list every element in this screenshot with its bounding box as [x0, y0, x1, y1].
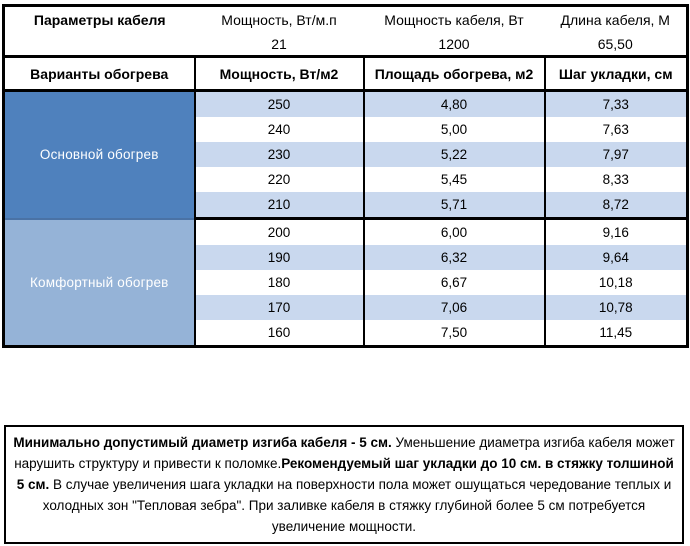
spacing-cell: 7,97: [545, 142, 688, 167]
cable-length-value: 65,50: [545, 33, 688, 57]
spacing-cell: 7,63: [545, 117, 688, 142]
note-bold-text: Рекомендуемый шаг укладки до 10 см. в стяжку толшиной 5 см.: [16, 456, 674, 492]
note-bold-text: Минимально допустимый диаметр изгиба кабеля - 5 см.: [13, 435, 392, 450]
heating-area-cell: 4,80: [364, 91, 545, 118]
data-rows: [4, 91, 688, 347]
heating-area-cell: 6,67: [364, 270, 545, 295]
heating-area-cell: 5,22: [364, 142, 545, 167]
power-density-cell: 250: [195, 91, 364, 118]
power-density-cell: 200: [195, 219, 364, 246]
power-per-meter-header: Мощность, Вт/м.п: [221, 12, 337, 28]
spacing-cell: 11,45: [545, 320, 688, 347]
power-density-cell: 220: [195, 167, 364, 192]
cable-power-header: Мощность кабеля, Вт: [384, 12, 524, 28]
power-density-header: Мощность, Вт/м2: [195, 57, 364, 91]
heating-area-cell: 5,45: [364, 167, 545, 192]
cable-power-value: 1200: [364, 33, 545, 57]
heating-area-header: Площадь обогрева, м2: [364, 57, 545, 91]
section-label: Комфортный обогрев: [4, 219, 195, 347]
power-density-cell: 210: [195, 192, 364, 219]
spacing-cell: 10,18: [545, 270, 688, 295]
heating-area-cell: 5,00: [364, 117, 545, 142]
spacing-cell: 9,64: [545, 245, 688, 270]
cable-length-header: Длина кабеля, М: [560, 12, 670, 28]
spacing-cell: 7,33: [545, 91, 688, 118]
installation-note: [4, 425, 684, 544]
power-density-cell: 170: [195, 295, 364, 320]
spacing-cell: 8,33: [545, 167, 688, 192]
spacing-cell: 10,78: [545, 295, 688, 320]
spacing-cell: 9,16: [545, 219, 688, 246]
power-density-cell: 230: [195, 142, 364, 167]
power-density-cell: 190: [195, 245, 364, 270]
heating-area-cell: 6,32: [364, 245, 545, 270]
power-density-cell: 240: [195, 117, 364, 142]
power-per-meter-value: 21: [195, 33, 364, 57]
params-title: Параметры кабеля: [33, 12, 166, 28]
spacing-header: Шаг укладки, см: [545, 57, 688, 91]
empty-cell: [4, 33, 195, 57]
note-text: В случае увеличения шага укладки на поверхности пола может ошущаться чередование теплых и холодных зон "Тепловая зебра". При заливке кабеля в стяжку глубиной более 5 см потребуется увеличение мощности.: [42, 477, 672, 534]
heating-area-cell: 7,06: [364, 295, 545, 320]
spacing-cell: 8,72: [545, 192, 688, 219]
heating-area-cell: 6,00: [364, 219, 545, 246]
variants-header-row: [4, 57, 688, 91]
power-density-cell: 180: [195, 270, 364, 295]
cable-params-value-row: [4, 33, 688, 57]
table-row: [4, 91, 688, 118]
heating-area-cell: 5,71: [364, 192, 545, 219]
power-density-cell: 160: [195, 320, 364, 347]
heating-area-cell: 7,50: [364, 320, 545, 347]
note-text: Уменьшение диаметра изгиба кабеля может нарушить структуру и привести к поломке.: [14, 435, 675, 471]
variants-header: Варианты обогрева: [4, 57, 195, 91]
section-label: Основной обогрев: [4, 91, 195, 219]
table-row: [4, 219, 688, 246]
cable-parameters-table: [2, 4, 689, 348]
cable-params-header-row: [4, 6, 688, 34]
